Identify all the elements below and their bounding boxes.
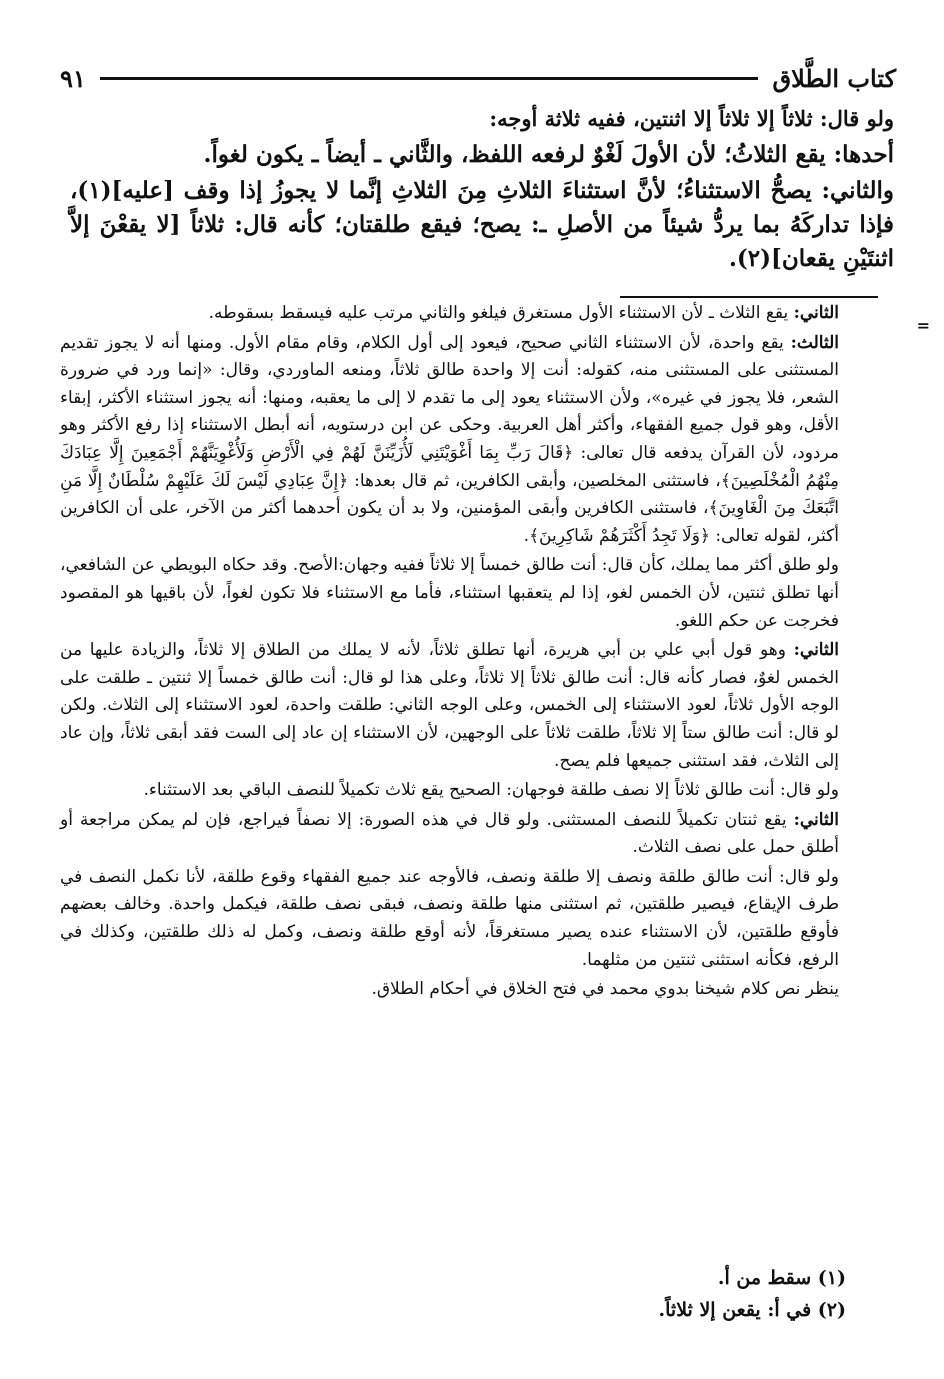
footnote-separator (620, 296, 878, 298)
note-lead: الثاني: (793, 640, 840, 661)
continuation-mark: = (916, 316, 930, 335)
note-paragraph (60, 777, 839, 805)
footnote: (١) سقط من أ. (717, 1267, 846, 1289)
note-text: يقع الثلاث ـ لأن الاستثناء الأول مستغرق فيلغو والثاني مرتب عليه فيسقط بسقوطه. (208, 303, 789, 323)
note-paragraph (60, 300, 839, 328)
note-lead: الثاني: (793, 303, 839, 323)
main-paragraph: أحدها: يقع الثلاثُ؛ لأن الأولَ لَغْوٌ لرفعه اللفظ، والثَّاني ـ أيضاً ـ يكون لغواً. (203, 140, 894, 168)
note-text: ولو قال: أنت طالق طلقة ونصف إلا طلقة ونصف، فالأوجه عند جميع الفقهاء وقوع طلقة، لأنا نكمل النصف في طرف الإيقاع، فيصير طلقتين، ثم استثنى منها طلقة ونصف، فبقى نصف طلقة، فيكمل واحدة. وخالف بعضهم فأوقع طلقتين، لأن الاستثناء عنده يصير مستغرقاً، لأنه أوقع طلقة ونصف، وكمل له ذلك طلقتين، وكذلك في الرفع، فكأنه استثنى ثنتين من مثلهما. (60, 866, 839, 970)
note-text: ولو قال: أنت طالق ثلاثاً إلا نصف طلقة فوجهان: الصحيح يقع ثلاث تكميلاً للنصف الباقي بعد الاستثناء. (143, 780, 839, 801)
note-paragraph (60, 330, 839, 551)
running-title: كتاب الطَّلاق (772, 63, 896, 93)
note-text: وهو قول أبي علي بن أبي هريرة، أنها تطلق ثلاثاً، لأنه لا يملك من الطلاق إلا ثلاثاً، والزيادة عليها من الخمس لغوٌ، فصار كأنه قال: أنت طالق ثلاثاً إلا ثلاثاً، وعلى هذا لو قال: أنت طالق خمساً إلا ثنتين ـ طلقت على الوجه الأول ثلاثاً، لعود الاستثناء إلى الخمس، وعلى الوجه الثاني: طلقت واحدة، لعود الاستثناء إلى الثلاث. ولكن لو قال: أنت طالق ستاً إلا ثلاثاً، طلقت ثلاثاً على الوجهين، لأن الاستثناء إن عاد إلى الست فقد أبقى ثلاثاً، وإن عاد إلى الثلاث، فقد استثنى جميعها فلم يصح. (60, 640, 839, 771)
note-lead: الثالث: (790, 332, 839, 353)
note-paragraph (60, 807, 839, 862)
commentary-notes (60, 300, 839, 1004)
note-paragraph (60, 976, 839, 1004)
main-paragraph: والثاني: يصحُّ الاستثناءُ؛ لأنَّ استثناءَ الثلاثِ مِنَ الثلاثِ إنَّما لا يجوزُ إذا وقف [عليه](١)، فإذا تداركَهُ بما يردُّ شيئاً من الأصلِ ـ: يصح؛ فيقع طلقتان؛ كأنه قال: ثلاثاً [لا يقعْنَ إلاَّ اثنتَيْنِ يقعان](٢). (70, 176, 894, 272)
main-text (70, 103, 894, 276)
header-rule (100, 77, 759, 80)
main-paragraph: ولو قال: ثلاثاً إلا ثلاثاً إلا اثنتين، ففيه ثلاثة أوجه: (489, 106, 894, 131)
note-text: يقع واحدة، لأن الاستثناء الثاني صحيح، فيعود إلى أول الكلام، وقام مقام الأول. ومنها أنه لا يجوز تقديم المستثنى على المستثنى منه، كقوله: أنت إلا واحدة طالق ثلاثاً، ومنعه الماوردي، وقال: «إنما ورد في ضرورة الشعر، فلا يجوز في غيره»، ولأن الاستثناء يعود إلى ما تقدم لا إلى ما يعقبه، ومنها: أنه يجوز استثناء الأكثر، إبقاء الأقل، وهو قول جميع الفقهاء، وأكثر أهل العربية. وحكى عن ابن درستويه، أنه أبطل الاستثناء إذا رفع الأكثر وهو مردود، لأن القرآن يدفعه قال تعالى: ﴿قَالَ رَبِّ بِمَا أَغْوَيْتَنِي لَأُزَيِّنَنَّ لَهُمْ فِي الْأَرْضِ وَلَأُغْوِيَنَّهُمْ أَجْمَعِينَ إِلَّا عِبَادَكَ مِنْهُمُ الْمُخْلَصِينَ﴾، فاستثنى المخلصين، وأبقى الكافرين، ثم قال بعدها: ﴿إِنَّ عِبَادِي لَيْسَ لَكَ عَلَيْهِمْ سُلْطَانٌ إِلَّا مَنِ اتَّبَعَكَ مِنَ الْغَاوِينَ﴾، فاستثنى الكافرين وأبقى المؤمنين، ولا بد أن يكون أحدهما أكثر من الآخر، على أن الكافرين أكثر، لقوله تعالى: ﴿وَلَا تَجِدُ أَكْثَرَهُمْ شَاكِرِينَ﴾. (60, 332, 839, 546)
footnotes (60, 1262, 846, 1326)
page-number: ٩١ (60, 63, 86, 93)
note-text: ولو طلق أكثر مما يملك، كأن قال: أنت طالق خمساً إلا ثلاثاً ففيه وجهان:الأصح. وقد حكاه البويطي عن الشافعي، أنها تطلق ثنتين، لأن الخمس لغو، إذا لم يتعقبها استثناء، فأما مع الاستثناء فلا تكون لغواً، لأن باقيها هو المقصود فخرجت عن حكم اللغو. (60, 555, 839, 631)
note-text: يقع ثنتان تكميلاً للنصف المستثنى. ولو قال في هذه الصورة: إلا نصفاً فيراجع، فإن لم يمكن مراجعة أو أطلق حمل على نصف الثلاث. (60, 809, 839, 858)
page-header (60, 58, 896, 98)
note-lead: الثاني: (793, 809, 839, 830)
note-paragraph (60, 637, 839, 775)
note-paragraph (60, 864, 839, 974)
note-text: ينظر نص كلام شيخنا بدوي محمد في فتح الخلاق في أحكام الطلاق. (371, 979, 839, 1000)
footnote: (٢) في أ: يقعن إلا ثلاثاً. (658, 1299, 846, 1321)
note-paragraph (60, 552, 839, 635)
